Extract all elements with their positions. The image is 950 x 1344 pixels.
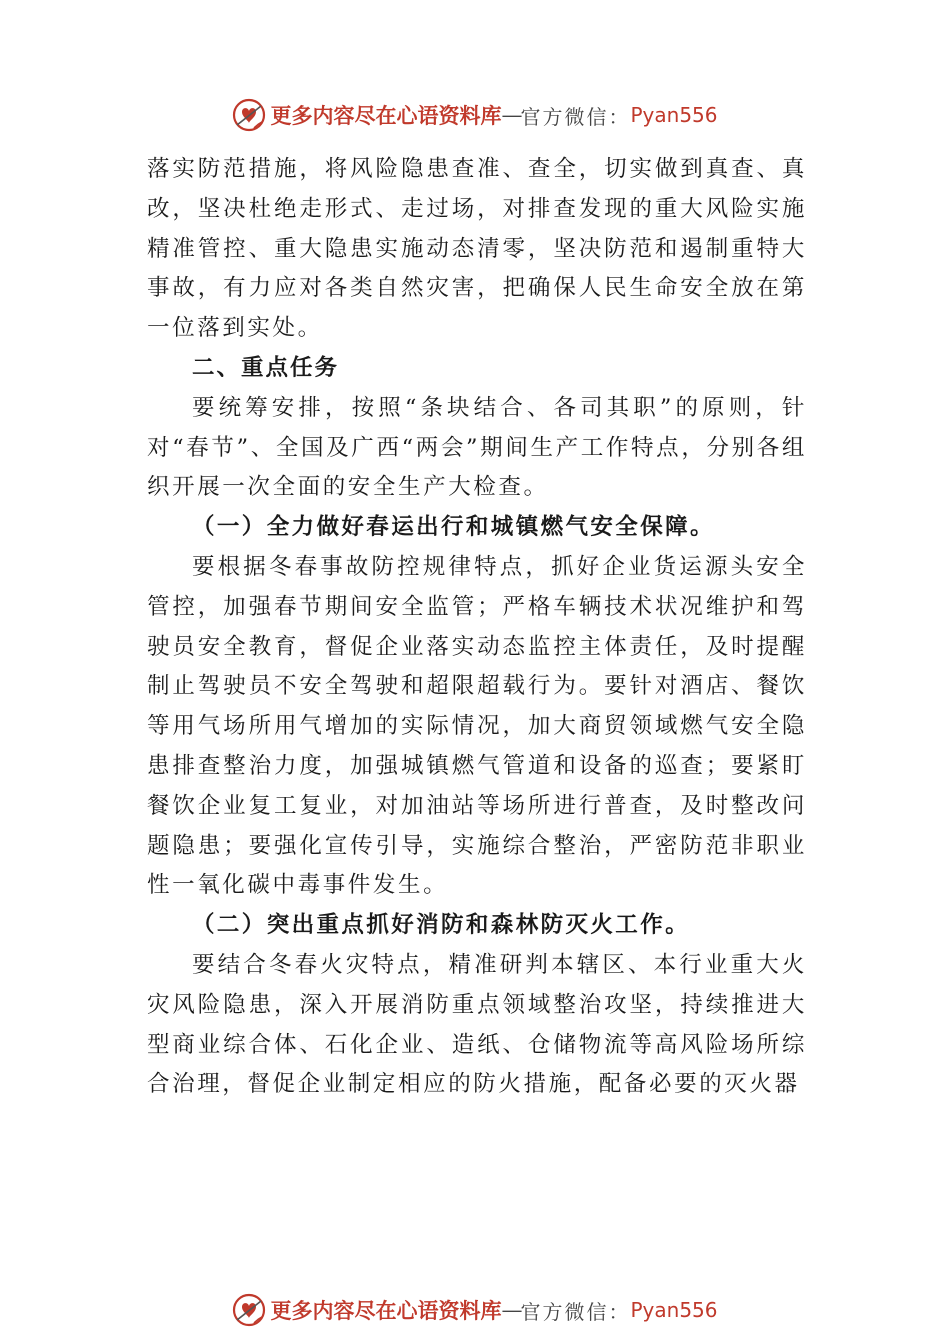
heart-leaf-logo-icon: [232, 98, 266, 132]
section-heading-key-tasks: 二、重点任务: [192, 354, 340, 381]
banner-library-text: 更多内容尽在心语资料库: [270, 1298, 502, 1323]
document-body: [147, 150, 807, 1105]
subheading-fire-prevention: （二）突出重点抓好消防和森林防灭火工作。: [192, 912, 691, 939]
footer-banner: [0, 1290, 950, 1330]
banner-wechat-id: Pyan556: [630, 1298, 718, 1322]
paragraph-fire-prevention: 要结合冬春火灾特点，精准研判本辖区、本行业重大火灾风险隐患，深入开展消防重点领域整治攻坚，持续推进大型商业综合体、石化企业、造纸、仓储物流等高风险场所综合治理，督促企业制定相应的防火措施，配备必要的灭火器: [147, 951, 807, 1098]
paragraph-overview: 要统筹安排，按照“条块结合、各司其职”的原则，针对“春节”、全国及广西“两会”期间生产工作特点，分别各组织开展一次全面的安全生产大检查。: [147, 394, 807, 501]
header-banner: [0, 95, 950, 135]
paragraph-continuation: 落实防范措施，将风险隐患查准、查全，切实做到真查、真改，坚决杜绝走形式、走过场，对排查发现的重大风险实施精准管控、重大隐患实施动态清零，坚决防范和遏制重特大事故，有力应对各类自然灾害，把确保人民生命安全放在第一位落到实处。: [147, 156, 807, 342]
subheading-spring-transport: （一）全力做好春运出行和城镇燃气安全保障。: [192, 514, 715, 541]
heart-leaf-logo-icon: [232, 1293, 266, 1327]
banner-dash: —: [501, 103, 521, 127]
banner-wechat-label: 官方微信：: [520, 104, 631, 129]
banner-library-text: 更多内容尽在心语资料库: [270, 103, 502, 128]
paragraph-spring-transport: 要根据冬春事故防控规律特点，抓好企业货运源头安全管控，加强春节期间安全监管；严格车辆技术状况维护和驾驶员安全教育，督促企业落实动态监控主体责任，及时提醒制止驾驶员不安全驾驶和超限超载行为。要针对酒店、餐饮等用气场所用气增加的实际情况，加大商贸领域燃气安全隐患排查整治力度，加强城镇燃气管道和设备的巡查；要紧盯餐饮企业复工复业，对加油站等场所进行普查，及时整改问题隐患；要强化宣传引导，实施综合整治，严密防范非职业性一氧化碳中毒事件发生。: [147, 553, 807, 899]
banner-wechat-label: 官方微信：: [520, 1299, 631, 1324]
banner-dash: —: [501, 1298, 521, 1322]
banner-wechat-id: Pyan556: [630, 103, 718, 127]
